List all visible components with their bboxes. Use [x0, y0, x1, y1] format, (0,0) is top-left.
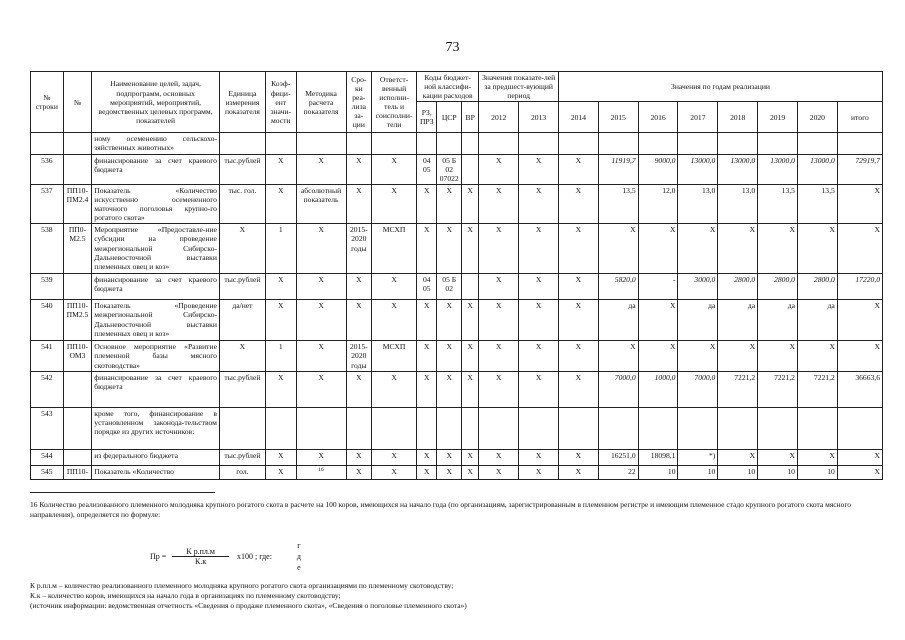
cell-r: X [461, 184, 478, 223]
cell-n: 539 [31, 274, 64, 300]
cell-n: 537 [31, 184, 64, 223]
col-coef: Коэф-фици-ент значи-мости [265, 72, 296, 133]
cell-n: 541 [31, 341, 64, 371]
cell-term: X [346, 154, 372, 184]
cell-unit [219, 133, 265, 154]
cell-no: ПП0-М2.5 [63, 224, 92, 274]
cell-2016: 9000,0 [638, 154, 678, 184]
cell-2014: X [559, 371, 599, 407]
cell-csr: X [437, 224, 462, 274]
table-row [31, 133, 883, 154]
cell-total: 72919,7 [837, 154, 882, 184]
cell-csr: X [437, 300, 462, 341]
cell-n [31, 133, 64, 154]
cell-term: 2015-2020 годы [346, 341, 372, 371]
cell-name: финансирование за счет краевого бюджета [92, 274, 220, 300]
col-no: № [63, 72, 92, 133]
cell-2020: 2800,0 [797, 274, 837, 300]
cell-no [63, 133, 92, 154]
cell-resp: МСХП [372, 341, 417, 371]
cell-resp: МСХП [372, 224, 417, 274]
cell-rz: X [417, 184, 437, 223]
cell-unit: тыс.рублей [219, 154, 265, 184]
cell-total: X [837, 449, 882, 465]
cell-2015: да [598, 300, 638, 341]
cell-2018: X [718, 341, 758, 371]
cell-no [63, 449, 92, 465]
page-number: 73 [445, 40, 460, 55]
cell-resp [372, 133, 417, 154]
cell-method: X [296, 341, 346, 371]
formula-denominator: К.к [195, 557, 207, 567]
cell-no: ПП10- [63, 465, 92, 479]
cell-2018: 13000,0 [718, 154, 758, 184]
cell-rz: 04 05 [417, 154, 437, 184]
col-budget-codes: Коды бюджет-ной классифи-кации расходов [417, 72, 479, 102]
cell-method: X [296, 300, 346, 341]
cell-2020: 7221,2 [797, 371, 837, 407]
cell-2014 [559, 407, 599, 449]
cell-unit: гол. [219, 465, 265, 479]
table-row [31, 300, 883, 341]
cell-name: ному осеменению сельскохо-зяйственных животных» [92, 133, 220, 154]
cell-2012: X [479, 449, 519, 465]
cell-rz: X [417, 371, 437, 407]
cell-resp [372, 407, 417, 449]
cell-2013: X [519, 341, 559, 371]
cell-2020: X [797, 449, 837, 465]
cell-term: X [346, 274, 372, 300]
cell-2018: 10 [718, 465, 758, 479]
table-row [31, 371, 883, 407]
col-prev: Значения показате-лей за предшест-вующий период [479, 72, 559, 102]
cell-n: 536 [31, 154, 64, 184]
cell-name: Показатель «Проведение межрегиональной Сибирско-Дальневосточной выставки племенных овец и коз» [92, 300, 220, 341]
table-row [31, 465, 883, 479]
cell-r: X [461, 300, 478, 341]
cell-2016: - [638, 274, 678, 300]
cell-term: X [346, 449, 372, 465]
cell-r [461, 154, 478, 184]
formula [150, 540, 302, 574]
cell-total [837, 407, 882, 449]
cell-resp: X [372, 154, 417, 184]
cell-2014 [559, 133, 599, 154]
cell-name: Показатель «Количество искусственно осемененного маточного поголовья крупно-го рогатого скота» [92, 184, 220, 223]
cell-2019: X [758, 449, 798, 465]
cell-2016: X [638, 341, 678, 371]
col-term: Сро-ки реа-лиза за-ции [346, 72, 372, 133]
col-resp: Ответст-венный исполни-тель и соисполни-тели [372, 72, 417, 133]
cell-n: 543 [31, 407, 64, 449]
cell-name: Показатель «Количество [92, 465, 220, 479]
cell-2015: X [598, 224, 638, 274]
cell-2012: X [479, 300, 519, 341]
cell-2019: 13000,0 [758, 154, 798, 184]
cell-2016: X [638, 224, 678, 274]
cell-n: 544 [31, 449, 64, 465]
cell-unit: X [219, 341, 265, 371]
cell-unit: тыс.рублей [219, 274, 265, 300]
cell-2016: X [638, 300, 678, 341]
cell-2012: X [479, 154, 519, 184]
cell-2014: X [559, 465, 599, 479]
cell-term: X [346, 465, 372, 479]
cell-r [461, 133, 478, 154]
cell-resp: X [372, 184, 417, 223]
cell-total: X [837, 465, 882, 479]
col-name: Наименование целей, задач, подпрограмм, основных мероприятий, мероприятий, ведомственных целевых программ, показателей [92, 72, 220, 133]
cell-n: 542 [31, 371, 64, 407]
cell-total: 36663,6 [837, 371, 882, 407]
cell-r: X [461, 449, 478, 465]
cell-name: Мероприятие «Предоставле-ние субсидии на проведение межрегиональной Сибирско-Дальневосточной выставки племенных овец и коз» [92, 224, 220, 274]
cell-term: X [346, 184, 372, 223]
cell-r: X [461, 341, 478, 371]
cell-2020: 10 [797, 465, 837, 479]
cell-r: X [461, 224, 478, 274]
col-2013: 2013 [519, 102, 559, 133]
definition-3: (источник информации: ведомственная отчетность «Сведения о продаже племенного скота», «Сведения о поголовье племенного скота») [30, 601, 467, 610]
cell-2016: 18098,1 [638, 449, 678, 465]
formula-numerator: К р.пл.м [172, 547, 229, 557]
cell-2017: 3000,0 [678, 274, 718, 300]
col-2016: 2016 [638, 102, 678, 133]
cell-2013: X [519, 371, 559, 407]
table-header [31, 72, 883, 133]
cell-method [296, 407, 346, 449]
table-body [31, 133, 883, 479]
cell-csr: X [437, 449, 462, 465]
cell-csr: 05 Б 02 [437, 274, 462, 300]
cell-n: 545 [31, 465, 64, 479]
cell-method [296, 133, 346, 154]
definition-1: К р.пл.м – количество реализованного племенного молодняка крупного рогатого скота организациями по племенному скотоводству; [30, 581, 454, 590]
cell-2014: X [559, 341, 599, 371]
cell-2017: *) [678, 449, 718, 465]
cell-no [63, 274, 92, 300]
cell-2015 [598, 133, 638, 154]
cell-rz: X [417, 449, 437, 465]
cell-method: X [296, 274, 346, 300]
cell-2017: X [678, 341, 718, 371]
cell-coef: X [265, 465, 296, 479]
cell-csr [437, 407, 462, 449]
cell-2018: 13,0 [718, 184, 758, 223]
cell-coef: 1 [265, 341, 296, 371]
cell-total: X [837, 341, 882, 371]
cell-total [837, 133, 882, 154]
cell-no: ПП10-ПМ2.4 [63, 184, 92, 223]
cell-unit: тыс. гол. [219, 184, 265, 223]
cell-name: финансирование за счет краевого бюджета [92, 154, 220, 184]
cell-coef: X [265, 300, 296, 341]
cell-term: X [346, 300, 372, 341]
cell-resp: X [372, 449, 417, 465]
cell-term: 2015-2020 годы [346, 224, 372, 274]
cell-2017: X [678, 224, 718, 274]
cell-name: кроме того, финансирование в установленном законода-тельством порядке из других источников: [92, 407, 220, 449]
cell-csr: X [437, 341, 462, 371]
cell-2012: X [479, 274, 519, 300]
cell-2017 [678, 407, 718, 449]
cell-coef: 1 [265, 224, 296, 274]
cell-resp: X [372, 371, 417, 407]
cell-name: финансирование за счет краевого бюджета [92, 371, 220, 407]
col-2020: 2020 [797, 102, 837, 133]
col-csr: ЦСР [437, 102, 462, 133]
cell-2016: 12,0 [638, 184, 678, 223]
cell-2017: 13,0 [678, 184, 718, 223]
cell-2012 [479, 133, 519, 154]
cell-2014: X [559, 184, 599, 223]
cell-r: X [461, 465, 478, 479]
col-2018: 2018 [718, 102, 758, 133]
cell-resp: X [372, 465, 417, 479]
cell-2014: X [559, 274, 599, 300]
cell-term [346, 133, 372, 154]
cell-2020 [797, 407, 837, 449]
cell-total: 17220,0 [837, 274, 882, 300]
col-rz: РЗ, ПРЗ [417, 102, 437, 133]
cell-unit: тыс.рублей [219, 371, 265, 407]
cell-2016 [638, 407, 678, 449]
cell-2014: X [559, 224, 599, 274]
cell-csr: X [437, 371, 462, 407]
table-row [31, 154, 883, 184]
cell-name: из федерального бюджета [92, 449, 220, 465]
cell-method: X [296, 371, 346, 407]
cell-2017: 7000,0 [678, 371, 718, 407]
col-years: Значения по годам реализации [559, 72, 883, 102]
cell-rz: X [417, 465, 437, 479]
cell-csr [437, 133, 462, 154]
cell-2016: 1000,0 [638, 371, 678, 407]
cell-coef: X [265, 449, 296, 465]
cell-2015: 16251,0 [598, 449, 638, 465]
cell-term [346, 407, 372, 449]
cell-2016 [638, 133, 678, 154]
col-total: итого [837, 102, 882, 133]
cell-rz [417, 133, 437, 154]
cell-csr: X [437, 184, 462, 223]
col-row-no: № строки [31, 72, 64, 133]
cell-2020: 13,5 [797, 184, 837, 223]
col-2017: 2017 [678, 102, 718, 133]
cell-2019: 13,5 [758, 184, 798, 223]
cell-total: X [837, 300, 882, 341]
col-unit: Единица измерения показателя [219, 72, 265, 133]
col-2012: 2012 [479, 102, 519, 133]
cell-rz: 04 05 [417, 274, 437, 300]
definition-2: К.к – количество коров, имеющихся на начало года в организациях по племенному скотоводству; [30, 591, 341, 600]
cell-total: X [837, 224, 882, 274]
cell-2019: 2800,0 [758, 274, 798, 300]
cell-2013: X [519, 465, 559, 479]
cell-no: ПП10-ПМ2.5 [63, 300, 92, 341]
cell-unit: X [219, 224, 265, 274]
cell-2019 [758, 133, 798, 154]
cell-2017: 13000,0 [678, 154, 718, 184]
cell-rz [417, 407, 437, 449]
cell-2016: 10 [638, 465, 678, 479]
cell-2013: X [519, 184, 559, 223]
cell-2014: X [559, 449, 599, 465]
cell-total: X [837, 184, 882, 223]
cell-2019: 7221,2 [758, 371, 798, 407]
footnote-divider [30, 492, 215, 493]
cell-method: 16 [296, 465, 346, 479]
cell-r: X [461, 371, 478, 407]
cell-2017: 10 [678, 465, 718, 479]
cell-2015 [598, 407, 638, 449]
cell-r [461, 407, 478, 449]
cell-unit: тыс.рублей [219, 449, 265, 465]
cell-2019 [758, 407, 798, 449]
table-row [31, 274, 883, 300]
cell-2013: X [519, 449, 559, 465]
cell-2020: 13000,0 [797, 154, 837, 184]
cell-2020: X [797, 341, 837, 371]
cell-2013: X [519, 300, 559, 341]
cell-coef [265, 133, 296, 154]
cell-2017: да [678, 300, 718, 341]
cell-2018 [718, 133, 758, 154]
table-row [31, 449, 883, 465]
col-method: Методика расчета показателя [296, 72, 346, 133]
formula-fraction [172, 547, 229, 566]
cell-rz: X [417, 341, 437, 371]
cell-term: X [346, 371, 372, 407]
cell-2017 [678, 133, 718, 154]
cell-2014: X [559, 300, 599, 341]
cell-2015: 5820,0 [598, 274, 638, 300]
cell-2020 [797, 133, 837, 154]
cell-method: абсолютный показатель [296, 184, 346, 223]
cell-2015: 22 [598, 465, 638, 479]
col-2014: 2014 [559, 102, 599, 133]
cell-2012 [479, 407, 519, 449]
table-row [31, 224, 883, 274]
cell-2015: 11919,7 [598, 154, 638, 184]
cell-2018: X [718, 449, 758, 465]
cell-2013 [519, 133, 559, 154]
cell-2012: X [479, 465, 519, 479]
cell-2018: 2800,0 [718, 274, 758, 300]
program-table [30, 71, 883, 480]
cell-2018: да [718, 300, 758, 341]
cell-2012: X [479, 224, 519, 274]
cell-no: ПП10-ОМ3 [63, 341, 92, 371]
cell-unit [219, 407, 265, 449]
cell-rz: X [417, 300, 437, 341]
cell-coef: X [265, 371, 296, 407]
cell-2018 [718, 407, 758, 449]
cell-2015: 13,5 [598, 184, 638, 223]
cell-method: X [296, 154, 346, 184]
cell-2019: X [758, 224, 798, 274]
cell-2018: 7221,2 [718, 371, 758, 407]
cell-unit: да/нет [219, 300, 265, 341]
cell-coef: X [265, 274, 296, 300]
cell-csr: 05 Б 02 07022 [437, 154, 462, 184]
table-row [31, 407, 883, 449]
cell-2019: да [758, 300, 798, 341]
cell-r [461, 274, 478, 300]
cell-2013: X [519, 224, 559, 274]
formula-side-letters: г д е [296, 541, 301, 573]
cell-2018: X [718, 224, 758, 274]
cell-coef [265, 407, 296, 449]
cell-resp: X [372, 274, 417, 300]
cell-no [63, 154, 92, 184]
cell-coef: X [265, 154, 296, 184]
formula-right: х100 ; где: [236, 552, 272, 562]
cell-2020: X [797, 224, 837, 274]
cell-2015: X [598, 341, 638, 371]
cell-method: X [296, 224, 346, 274]
cell-2020: да [797, 300, 837, 341]
cell-coef: X [265, 184, 296, 223]
cell-2019: X [758, 341, 798, 371]
cell-2012: X [479, 371, 519, 407]
cell-2013: X [519, 274, 559, 300]
cell-rz: X [417, 224, 437, 274]
cell-2014: X [559, 154, 599, 184]
col-2019: 2019 [758, 102, 798, 133]
cell-2013 [519, 407, 559, 449]
table-row [31, 341, 883, 371]
cell-no [63, 407, 92, 449]
cell-no [63, 371, 92, 407]
table-row [31, 184, 883, 223]
col-2015: 2015 [598, 102, 638, 133]
cell-csr: X [437, 465, 462, 479]
cell-2012: X [479, 184, 519, 223]
cell-2015: 7000,0 [598, 371, 638, 407]
cell-n: 540 [31, 300, 64, 341]
cell-2019: 10 [758, 465, 798, 479]
cell-2013: X [519, 154, 559, 184]
cell-method: X [296, 449, 346, 465]
formula-left: Пр = [150, 552, 167, 562]
footnote-text: 16 Количество реализованного племенного молодняка крупного рогатого скота в расчете на 100 коров, имеющихся на начало года (по организациям, зарегистрированным в племенном регистре и имеющим племенное стадо крупного рогатого скота мясного направления), определяется по формуле: [30, 500, 852, 519]
cell-n: 538 [31, 224, 64, 274]
cell-resp: X [372, 300, 417, 341]
cell-name: Основное мероприятие «Развитие племенной базы мясного скотоводства» [92, 341, 220, 371]
cell-2012: X [479, 341, 519, 371]
col-vr: ВР [461, 102, 478, 133]
